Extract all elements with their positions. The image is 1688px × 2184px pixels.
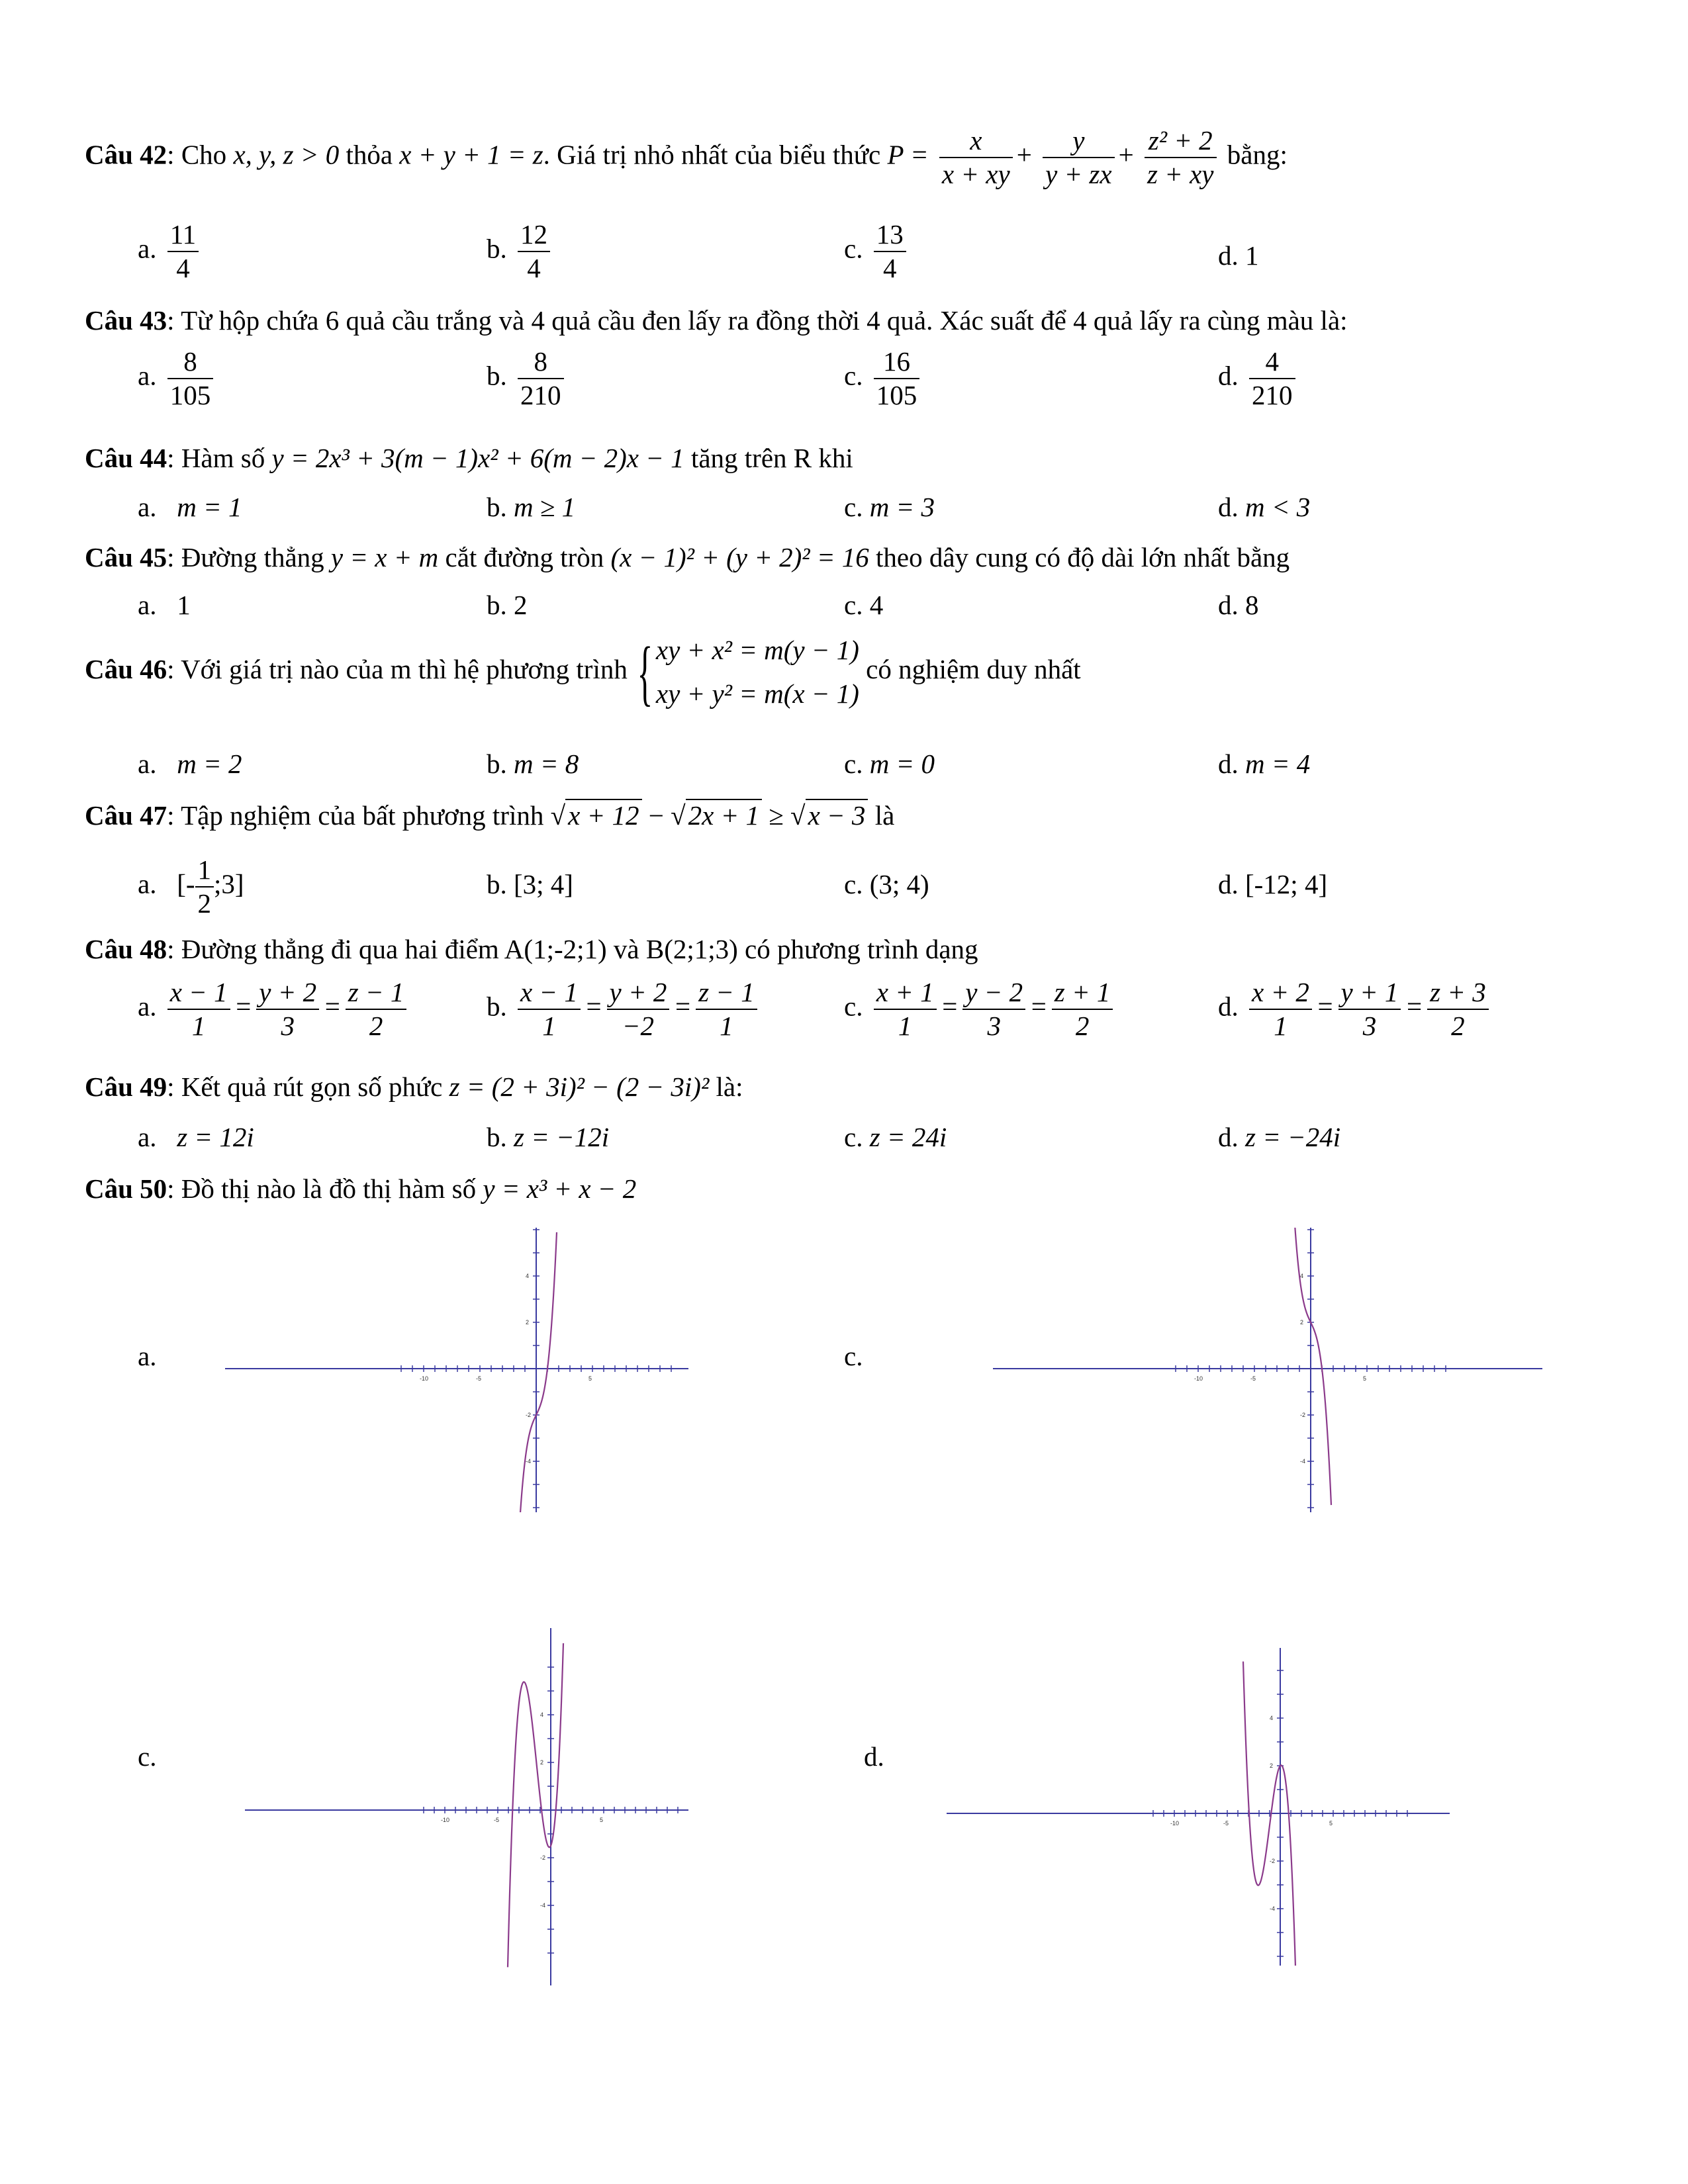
y-tick-label: -4 bbox=[1270, 1905, 1276, 1912]
option-48-a[interactable]: a. $\frac{x - 1}{1}$ = $\frac{y + 2}{3}$ = $\frac{z - 1}{2}$ bbox=[138, 976, 410, 1042]
option-44-d[interactable]: d. m < 3 bbox=[1218, 492, 1311, 522]
option-45-d[interactable]: d. 8 bbox=[1218, 590, 1259, 620]
x-tick-label: -5 bbox=[494, 1817, 500, 1823]
question-47: Câu 47: Tập nghiệm của bất phương trình √x + 12 − √2x + 1 ≥ √x − 3 là bbox=[85, 800, 895, 831]
question-label: Câu 46 bbox=[85, 654, 167, 684]
question-46: Câu 46: Với giá trị nào của m thì hệ phương trình { xy + x² = m(y − 1) xy + y² = m(x − 1) có nghiệm duy nhất bbox=[85, 631, 1081, 713]
x-tick-label: -10 bbox=[1170, 1820, 1180, 1827]
option-45-c[interactable]: c. 4 bbox=[844, 590, 884, 620]
question-label: Câu 47 bbox=[85, 800, 167, 831]
x-tick-label: -5 bbox=[1223, 1820, 1229, 1827]
x-tick-label: 5 bbox=[600, 1817, 604, 1823]
question-49: Câu 49: Kết quả rút gọn số phức z = (2 + 3i)² − (2 − 3i)² là: bbox=[85, 1071, 743, 1102]
question-label: Câu 44 bbox=[85, 443, 167, 473]
option-42-c[interactable]: c. $\frac{13}{4}$ bbox=[844, 218, 910, 285]
option-49-a[interactable]: a. z = 12i bbox=[138, 1122, 254, 1152]
graph-c[interactable] bbox=[993, 1228, 1542, 1512]
y-tick-label: 2 bbox=[526, 1319, 530, 1326]
question-42: Câu 42: Cho x, y, z > 0 thỏa x + y + 1 = z. Giá trị nhỏ nhất của biểu thức P = $\frac{x}{x + xy}$ + $\frac{y}{y + zx}$ + $\frac{\text{z² + 2}}{z + xy}$ bằng: bbox=[85, 125, 1288, 190]
option-47-a[interactable]: a. [- $\frac{1}{2}$ ;3] bbox=[138, 854, 244, 919]
option-45-a[interactable]: a. 1 bbox=[138, 590, 191, 620]
x-tick-label: -5 bbox=[1250, 1375, 1256, 1382]
question-label: Câu 45 bbox=[85, 542, 167, 572]
option-42-a[interactable]: a. $\frac{11}{4}$ bbox=[138, 218, 203, 285]
x-tick-label: -10 bbox=[1194, 1375, 1203, 1382]
y-tick-label: 4 bbox=[540, 1711, 544, 1718]
y-tick-label: 2 bbox=[540, 1759, 544, 1766]
option-49-b[interactable]: b. z = −12i bbox=[487, 1122, 610, 1152]
x-tick-label: -5 bbox=[476, 1375, 482, 1382]
option-49-c[interactable]: c. z = 24i bbox=[844, 1122, 947, 1152]
option-44-b[interactable]: b. m ≥ 1 bbox=[487, 492, 576, 522]
x-tick-label: 5 bbox=[1363, 1375, 1367, 1382]
y-tick-label: 4 bbox=[1270, 1715, 1274, 1721]
option-47-b[interactable]: b. [3; 4] bbox=[487, 869, 573, 899]
function-curve bbox=[508, 1643, 563, 1968]
y-tick-label: -4 bbox=[540, 1902, 546, 1909]
option-49-d[interactable]: d. z = −24i bbox=[1218, 1122, 1341, 1152]
y-tick-label: -4 bbox=[1300, 1458, 1306, 1465]
question-label: Câu 48 bbox=[85, 934, 167, 964]
y-tick-label: 4 bbox=[1300, 1273, 1304, 1279]
question-label: Câu 49 bbox=[85, 1071, 167, 1102]
y-tick-label: -2 bbox=[526, 1412, 532, 1418]
x-tick-label: 5 bbox=[1329, 1820, 1333, 1827]
option-48-d[interactable]: d. $\frac{x + 2}{1}$ = $\frac{y + 1}{3}$ = $\frac{z + 3}{2}$ bbox=[1218, 976, 1493, 1042]
question-44: Câu 44: Hàm số y = 2x³ + 3(m − 1)x² + 6(m − 2)x − 1 tăng trên R khi bbox=[85, 443, 853, 473]
y-tick-label: -2 bbox=[1270, 1858, 1276, 1864]
graph-option-c2-label[interactable]: c. bbox=[138, 1741, 157, 1772]
option-44-a[interactable]: a. m = 1 bbox=[138, 492, 242, 522]
option-44-c[interactable]: c. m = 3 bbox=[844, 492, 935, 522]
option-42-d[interactable]: d. 1 bbox=[1218, 240, 1259, 271]
y-tick-label: 2 bbox=[1270, 1762, 1274, 1769]
option-46-c[interactable]: c. m = 0 bbox=[844, 749, 935, 779]
x-tick-label: -10 bbox=[420, 1375, 429, 1382]
option-46-d[interactable]: d. m = 4 bbox=[1218, 749, 1311, 779]
option-43-a[interactable]: a. $\frac{8}{105}$ bbox=[138, 345, 217, 412]
graph-c2[interactable] bbox=[245, 1628, 688, 1985]
option-46-a[interactable]: a. m = 2 bbox=[138, 749, 242, 779]
y-tick-label: -2 bbox=[540, 1854, 546, 1861]
y-tick-label: -2 bbox=[1300, 1412, 1306, 1418]
option-43-c[interactable]: c. $\frac{16}{105}$ bbox=[844, 345, 923, 412]
graph-a[interactable] bbox=[225, 1228, 688, 1512]
question-label: Câu 50 bbox=[85, 1173, 167, 1204]
option-48-c[interactable]: c. $\frac{x + 1}{1}$ = $\frac{y - 2}{3}$ = $\frac{z + 1}{2}$ bbox=[844, 976, 1117, 1042]
y-tick-label: 2 bbox=[1300, 1319, 1304, 1326]
option-48-b[interactable]: b. $\frac{x - 1}{1}$ = $\frac{y + 2}{-2}$ = $\frac{z - 1}{1}$ bbox=[487, 976, 761, 1042]
option-42-b[interactable]: b. $\frac{12}{4}$ bbox=[487, 218, 554, 285]
y-tick-label: 4 bbox=[526, 1273, 530, 1279]
x-tick-label: 5 bbox=[588, 1375, 592, 1382]
option-43-d[interactable]: d. $\frac{4}{210}$ bbox=[1218, 345, 1299, 412]
question-label: Câu 43 bbox=[85, 305, 167, 336]
question-45: Câu 45: Đường thẳng y = x + m cắt đường tròn (x − 1)² + (y + 2)² = 16 theo dây cung có độ dài lớn nhất bằng bbox=[85, 542, 1290, 572]
question-43: Câu 43: Từ hộp chứa 6 quả cầu trắng và 4 quả cầu đen lấy ra đồng thời 4 quả. Xác suất để 4 quả lấy ra cùng màu là: bbox=[85, 305, 1348, 336]
graph-option-c-label[interactable]: c. bbox=[844, 1341, 863, 1371]
question-48: Câu 48: Đường thẳng đi qua hai điểm A(1;-2;1) và B(2;1;3) có phương trình dạng bbox=[85, 934, 978, 964]
graph-option-d-label[interactable]: d. bbox=[864, 1741, 884, 1772]
option-43-b[interactable]: b. $\frac{8}{210}$ bbox=[487, 345, 568, 412]
y-tick-label: -4 bbox=[526, 1458, 532, 1465]
option-47-d[interactable]: d. [-12; 4] bbox=[1218, 869, 1328, 899]
option-47-c[interactable]: c. (3; 4) bbox=[844, 869, 929, 899]
graph-d[interactable] bbox=[947, 1648, 1450, 1966]
x-tick-label: -10 bbox=[441, 1817, 450, 1823]
question-50: Câu 50: Đồ thị nào là đồ thị hàm số y = x³ + x − 2 bbox=[85, 1173, 637, 1204]
graph-option-a-label[interactable]: a. bbox=[138, 1341, 157, 1371]
option-46-b[interactable]: b. m = 8 bbox=[487, 749, 579, 779]
option-45-b[interactable]: b. 2 bbox=[487, 590, 528, 620]
question-label: Câu 42 bbox=[85, 139, 167, 170]
